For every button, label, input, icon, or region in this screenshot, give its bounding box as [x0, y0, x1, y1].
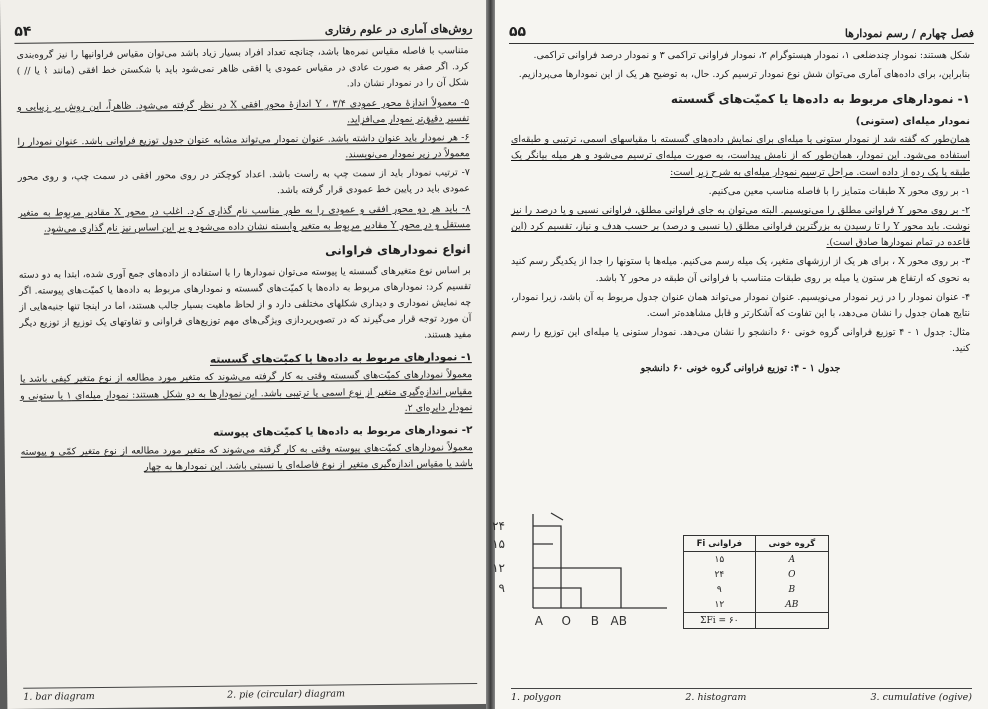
sketch-y-label: ۱۲	[492, 561, 505, 575]
frequency-table	[683, 535, 829, 629]
subsection-title: نمودار میله‌ای (ستونی)	[855, 115, 970, 127]
table-caption: جدول ۱ - ۴: توزیع فراوانی گروه خونی ۶۰ دانشجو	[640, 363, 841, 375]
table-cell: ۲۴	[684, 567, 756, 582]
section-title: ۱- نمودارهای مربوط به داده‌ها یا کمیّت‌های گسسته	[670, 92, 970, 107]
sketch-y-label: ۱۵	[492, 537, 505, 551]
left-page	[0, 0, 493, 709]
table-cell: A	[755, 552, 828, 568]
right-page	[492, 0, 988, 709]
footnote: 1. polygon	[511, 692, 562, 703]
right-page-number: ۵۵	[509, 24, 527, 40]
paragraph: ۶- هر نمودار باید عنوان داشته باشد. عنوان نمودار می‌تواند مشابه عنوان جدول توزیع فراوانی باشد. عنوان نمودار را معمولاً در زیر نمودار می‌نویسند.	[17, 131, 470, 161]
paragraph: مثال: جدول ۱ - ۴ توزیع فراوانی گروه خونی ۶۰ دانشجو را نشان می‌دهد. نمودار ستونی یا میله‌ای این توزیع را رسم کنید.	[511, 327, 970, 355]
paragraph: ۷- ترتیب نمودار باید از سمت چپ به راست باشد. اعداد کوچکتر در روی محور افقی در سمت چپ، و روی محور عمودی باید در پایین خط عمودی قرار گرفته باشد.	[17, 167, 471, 197]
table-cell: O	[755, 567, 828, 582]
sketch-x-label: A	[534, 614, 543, 628]
paragraph: همان‌طور که گفته شد از نمودار ستونی یا میله‌ای برای نمایش داده‌های گسسته با مقیاسهای اسمی، ترتیبی و طبقه‌ای استفاده می‌شود. این نمودار، همان‌طور که از نامش پیداست، به صورت میله‌ای ترسیم می‌شود و هر میله بیانگر یک طبقه یا یک رده از داده است. مراحل ترسیم نمودار میله‌ای به شرح زیر است:	[511, 134, 970, 178]
book-gutter	[486, 0, 495, 709]
paragraph: متناسب با فاصله مقیاس نمره‌ها باشد، چنانچه تعداد افراد بسیار زیاد باشد می‌توان مقیاس فراوانیها را نیز گروه‌بندی کرد. اگر صفر به صورت عادی در مقیاس عمودی یا افقی ظاهر نمی‌شود باید با شکستن خط افقی (مانند ⌇ یا // ) شکل آن را در نمودار نشان داد.	[16, 45, 469, 90]
table-cell: AB	[755, 597, 828, 613]
sketch-x-label: O	[561, 614, 571, 628]
step: ۱- بر روی محور X طبقات متمایز را با فاصله مناسب معین می‌کنیم.	[708, 185, 970, 197]
paragraph: معمولاً نمودارهای کمیّت‌های پیوسته وقتی به کار گرفته می‌شوند که متغیر مورد مطالعه از نوع متغیر کمّی و پیوسته باشد یا مقیاس اندازه‌گیری متغیر از نوع فاصله‌ای یا نسبتی باشد. این نمودارها به چهار	[20, 442, 473, 473]
paragraph: ۸- باید هر دو محور افقی و عمودی را به طور مناسب نام گذاری کرد. اغلب در محور X مقادیر مربوط به متغیر مستقل و در محور Y مقادیر مربوط به متغیر وابسته نشان داده می‌شود و بر این اساس نیز نام گذاری می‌شود.	[18, 202, 471, 235]
subsection-title: ۱- نمودارهای مربوط به داده‌ها یا کمیّت‌های گسسته	[209, 351, 472, 367]
table-row	[684, 552, 829, 568]
left-page-title: روش‌های آماری در علوم رفتاری	[324, 22, 473, 37]
subsection-title: ۲- نمودارهای مربوط به داده‌ها یا کمیّت‌های پیوسته	[213, 424, 473, 439]
right-page-header	[509, 14, 974, 44]
footnote: 1. bar diagram	[23, 691, 95, 703]
step: ۲- بر روی محور Y فراوانی مطلق را می‌نویسیم. البته می‌توان به جای فراوانی مطلق، فراوانی نسبی و یا درصد را نیز نوشت. باید محور Y را تا رسیدن به بزرگترین فراوانی مطلق (یا نسبی و درصد) بر حسب هدف و نیاز، تقسیم کرد (این قاعده در تمام نمودارها صادق است).	[511, 204, 971, 249]
footnote: 2. pie (circular) diagram	[226, 688, 346, 701]
sketch-y-label: ۲۴	[492, 519, 505, 533]
paragraph: بر اساس نوع متغیرهای گسسته یا پیوسته می‌توان نمودارها را با استفاده از داده‌های جمع آوری شده، ابتدا به دو دسته تقسیم کرد: نمودارهای مربوط به داده‌ها یا کمیّت‌های گسسته و نمودارهای مربوط به داده‌ها یا کمیّت‌های پیوسته. اگر چه نمایش نموداری و دیداری شکلهای مختلفی دارد و از لحاظ ماهیت بسیار جالب هستند، اما در اینجا تنها جنبه‌هایی از آن مورد توجه قرار می‌گیرند که در تصویرپردازی ویژگی‌های مهم توزیع‌های فراوانی و تفاوتهای یک توزیع از توزیع دیگر مفید هستند.	[18, 264, 472, 341]
paragraph: شکل هستند: نمودار چندضلعی ۱، نمودار هیستوگرام ۲، نمودار فراوانی تراکمی ۳ و نمودار درصد فراوانی تراکمی.	[533, 50, 970, 61]
left-page-body	[17, 43, 474, 480]
table-cell: ۹	[684, 582, 756, 597]
table-total: ΣFi = ۶۰	[684, 613, 756, 629]
table-header: گروه خونی	[755, 536, 828, 552]
step: ۳- بر روی محور X ، برای هر یک از ارزشهای متغیر، یک میله رسم می‌کنیم. میله‌ها یا ستونها را جدا از یکدیگر رسم کنید به نحوی که ارتفاع هر ستون یا میله بر روی طبقات متناسب با فراوانی آن طبقه در محور Y باشد.	[511, 256, 970, 284]
table-cell: ۱۲	[684, 597, 756, 613]
left-page-header	[14, 9, 472, 44]
section-title: انواع نمودارهای فراوانی	[325, 241, 471, 258]
handwritten-bar-sketch	[492, 508, 671, 628]
paragraph: بنابراین، برای داده‌های آماری می‌توان شش نوع نمودار ترسیم کرد. حال، به توضیح هر یک از این نمودارها می‌پردازیم.	[518, 69, 970, 81]
paragraph: معمولاً نمودارهای کمیّت‌های گسسته وقتی به کار گرفته می‌شوند که متغیر مورد مطالعه از نوع متغیر کیفی باشد یا مقیاس اندازه‌گیری متغیر از نوع اسمی یا ترتیبی باشد. این نمودارها به دو شکل هستند: نمودار میله‌ای ۱ یا ستونی و نمودار دایره‌ای ۲.	[19, 369, 473, 414]
table-cell: ۱۵	[684, 552, 756, 568]
right-page-body	[511, 48, 970, 382]
table-row	[684, 597, 829, 613]
left-footnotes	[23, 683, 477, 703]
sketch-x-label: AB	[610, 614, 627, 628]
sketch-y-label: ۹	[498, 581, 505, 595]
paragraph: ۵- معمولاً اندازهٔ محور عمودی Y ، ۳/۴ اندازهٔ محور افقی X در نظر گرفته می‌شود. ظاهراً، این روش بر زیبایی و تفسیر دقیق‌تر نمودار می‌افزاید.	[17, 96, 470, 126]
right-page-title: فصل چهارم / رسم نمودارها	[844, 27, 974, 40]
footnote: 3. cumulative (ogive)	[870, 692, 972, 703]
table-cell: B	[755, 582, 828, 597]
table-row	[684, 567, 829, 582]
table-row	[684, 582, 829, 597]
left-page-number: ۵۴	[14, 23, 32, 40]
sketch-x-label: B	[590, 614, 599, 628]
table-header: فراوانی Fi	[684, 536, 756, 552]
right-footnotes	[511, 688, 972, 703]
footnote: 2. histogram	[685, 692, 747, 703]
step: ۴- عنوان نمودار را در زیر نمودار می‌نویسیم. عنوان نمودار می‌تواند همان عنوان جدول مربوط به آن باشد، زیرا نمودار، نتایج همان جدول را نشان می‌دهد، با این تفاوت که آشکارتر و قابل مشاهده‌تر است.	[511, 291, 970, 319]
